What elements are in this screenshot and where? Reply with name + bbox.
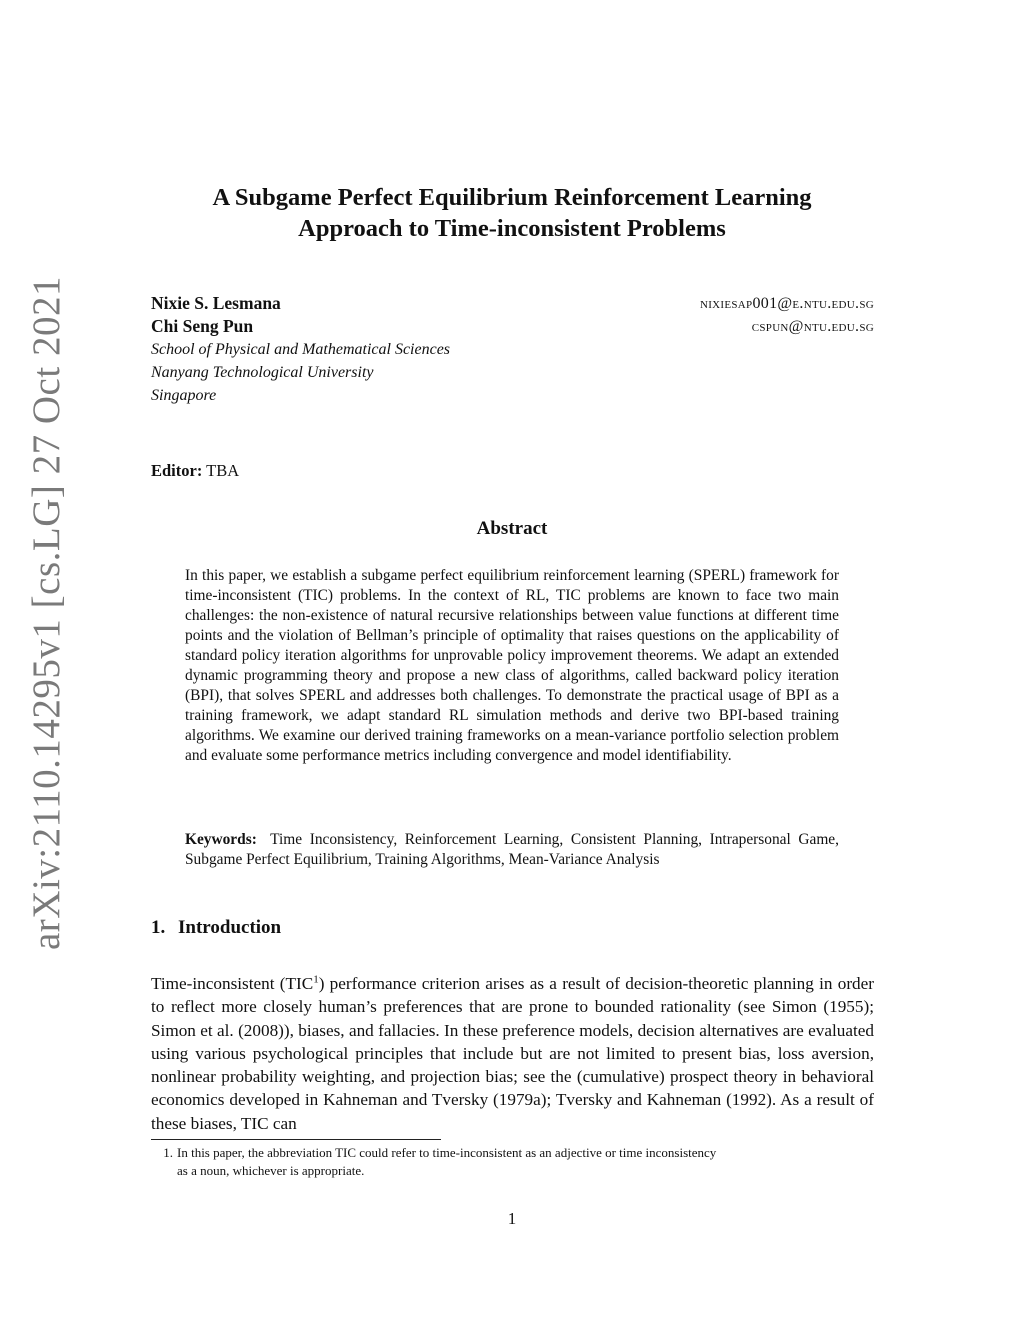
keywords-text: Time Inconsistency, Reinforcement Learning, Consistent Planning, Intrapersonal Game, Subgame Perfect Equilibrium, Training Algorithms, Mean-Variance Analysis — [185, 831, 839, 868]
author-row — [151, 292, 874, 315]
editor-value: TBA — [206, 461, 240, 480]
editor-label: Editor: — [151, 461, 203, 480]
footnote-text-1: In this paper, the abbreviation TIC could refer to time-inconsistent as an adjective or time inconsistency — [177, 1145, 717, 1160]
author-email[interactable]: nixiesap001@e.ntu.edu.sg — [699, 295, 874, 312]
author-name: Chi Seng Pun — [151, 316, 254, 336]
editor-line — [151, 461, 239, 481]
footnote-marker[interactable]: 1 — [313, 973, 319, 986]
author-row — [151, 315, 874, 338]
intro-text-start: Time-inconsistent (TIC — [151, 974, 314, 993]
intro-text-rest: ) performance criterion arises as a result of decision-theoretic planning in order to reflect more closely human’s preferences that are prone to bounded rationality (see Simon (1955); Simon et al. (2008)), biases, and fallacies. In these preference models, decision alternatives are evaluated using various psychological principles that include but are not limited to present bias, loss aversion, nonlinear probability weighting, and projection bias; see the (cumulative) prospect theory in behavioral economics developed in Kahneman and Tversky (1979a); Tversky and Kahneman (1992). As a result of these biases, TIC can — [151, 974, 874, 1133]
footnote-divider — [151, 1139, 441, 1140]
affiliation-line-3: Singapore — [151, 387, 217, 404]
keywords-label: Keywords: — [185, 831, 257, 848]
section-heading-introduction — [151, 917, 281, 939]
page-number: 1 — [507, 1209, 517, 1228]
introduction-paragraph — [151, 972, 874, 1135]
keywords-paragraph — [185, 830, 839, 870]
section-number: 1. — [151, 917, 166, 938]
footnote-number: 1. — [163, 1145, 173, 1160]
footnote — [151, 1144, 874, 1180]
paper-title-line-2: Approach to Time-inconsistent Problems — [298, 215, 726, 242]
affiliation-line-1: School of Physical and Mathematical Sciences — [151, 341, 451, 358]
footnote-line-1 — [151, 1144, 874, 1162]
paper-title-line-1: A Subgame Perfect Equilibrium Reinforcement Learning — [212, 184, 812, 211]
paper-title — [150, 182, 874, 244]
author-email[interactable]: cspun@ntu.edu.sg — [751, 318, 874, 335]
author-block — [151, 292, 874, 407]
section-title: Introduction — [178, 917, 282, 938]
affiliation-line-2: Nanyang Technological University — [151, 364, 374, 381]
abstract-heading: Abstract — [476, 518, 548, 539]
author-name: Nixie S. Lesmana — [151, 293, 281, 313]
abstract-text: In this paper, we establish a subgame perfect equilibrium reinforcement learning (SPERL) framework for time-inconsistent (TIC) problems. In the context of RL, TIC problems are known to face two main challenges: the non-existence of natural recursive relationships between value functions at different time points and the violation of Bellman’s principle of optimality that raises questions on the applicability of standard policy iteration algorithms for unprovable policy improvement theorems. We adapt an extended dynamic programming theory and propose a new class of algorithms, called backward policy iteration (BPI), that solves SPERL and addresses both challenges. To demonstrate the practical usage of BPI as a training framework, we adapt standard RL simulation methods and derive two BPI-based training algorithms. We examine our derived training frameworks on a mean-variance portfolio selection problem and evaluate some performance metrics including convergence and model identifiability. — [185, 567, 839, 764]
arxiv-identifier-stamp: arXiv:2110.14295v1 [cs.LG] 27 Oct 2021 — [25, 276, 68, 950]
footnote-text-2: as a noun, whichever is appropriate. — [177, 1163, 365, 1178]
